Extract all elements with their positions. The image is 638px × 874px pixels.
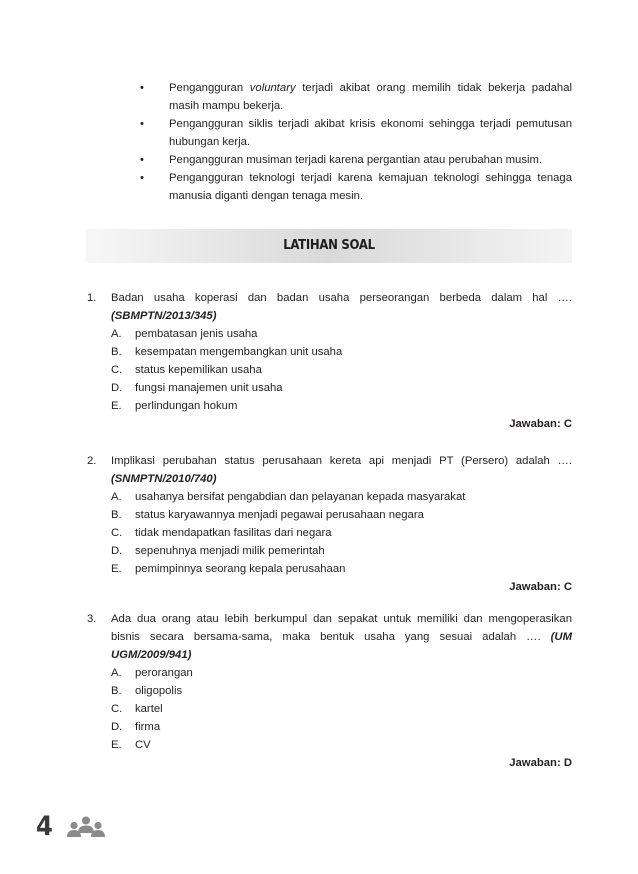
bullet-list [140, 79, 572, 205]
question-source: (SNMPTN/2010/740) [111, 473, 217, 485]
question-number: 2. [87, 455, 97, 467]
section-banner [86, 229, 572, 263]
question-stem-line-1: Ada dua orang atau lebih berkumpul dan sepakat untuk memiliki dan mengoperasikan [111, 613, 572, 625]
option-letter: B. [111, 346, 122, 358]
option-d [111, 542, 572, 560]
question-number: 1. [87, 292, 97, 304]
option-text: firma [135, 721, 161, 733]
bullet-dot: • [140, 82, 144, 94]
bullet-emphasis: voluntary [249, 82, 296, 94]
question-source-end: UGM/2009/941) [111, 649, 192, 661]
question-stem-text: bisnis secara bersama-sama, maka bentuk usaha yang sesuai adalah …. [111, 631, 541, 643]
option-letter: E. [111, 739, 122, 751]
bullet-item [140, 115, 572, 151]
option-c [111, 700, 572, 718]
option-d [111, 379, 572, 397]
option-text: sepenuhnya menjadi milik pemerintah [135, 545, 325, 557]
option-letter: C. [111, 703, 123, 715]
option-letter: A. [111, 328, 122, 340]
option-e [111, 736, 572, 754]
bullet-dot: • [140, 118, 144, 130]
answer-key: Jawaban: C [509, 418, 572, 430]
option-a [111, 488, 572, 506]
option-a [111, 664, 572, 682]
option-text: usahanya bersifat pengabdian dan pelayanan kepada masyarakat [135, 491, 466, 503]
option-letter: C. [111, 527, 123, 539]
question-stem: Badan usaha koperasi dan badan usaha perseorangan berbeda dalam hal …. [111, 292, 572, 304]
option-text: pemimpinnya seorang kepala perusahaan [135, 563, 346, 575]
bullet-item [140, 151, 572, 169]
option-text: fungsi manajemen unit usaha [135, 382, 283, 394]
option-letter: E. [111, 400, 122, 412]
option-letter: B. [111, 685, 122, 697]
option-letter: D. [111, 721, 123, 733]
option-e [111, 397, 572, 415]
option-text: oligopolis [135, 685, 183, 697]
question-number: 3. [87, 613, 97, 625]
answer-key: Jawaban: C [509, 581, 572, 593]
option-text: pembatasan jenis usaha [135, 328, 258, 340]
question-1 [87, 289, 572, 433]
bullet-text: Pengangguran musiman terjadi karena pergantian atau perubahan musim. [169, 154, 543, 166]
question-source-start: (UM [550, 631, 572, 643]
option-e [111, 560, 572, 578]
bullet-dot: • [140, 172, 144, 184]
option-c [111, 524, 572, 542]
option-text: status kepemilikan usaha [135, 364, 262, 376]
option-text: kesempatan mengembangkan unit usaha [135, 346, 343, 358]
option-text: tidak mendapatkan fasilitas dari negara [135, 527, 332, 539]
question-stem-line-2 [111, 628, 572, 646]
option-letter: E. [111, 563, 122, 575]
question-body [111, 452, 572, 578]
option-letter: A. [111, 667, 122, 679]
option-c [111, 361, 572, 379]
option-b [111, 682, 572, 700]
option-text: perlindungan hokum [135, 400, 238, 412]
page-number: 4 [36, 811, 53, 842]
option-letter: B. [111, 509, 122, 521]
option-letter: D. [111, 545, 123, 557]
bullet-item [140, 169, 572, 205]
option-text: CV [135, 739, 151, 751]
option-text: status karyawannya menjadi pegawai perusahaan negara [135, 509, 424, 521]
option-text: perorangan [135, 667, 193, 679]
option-letter: C. [111, 364, 123, 376]
question-source: (SBMPTN/2013/345) [111, 310, 217, 322]
question-body [111, 289, 572, 415]
option-b [111, 506, 572, 524]
bullet-text-rest: terjadi akibat orang memilih tidak bekerja padahal masih mampu bekerja. [169, 82, 572, 112]
option-a [111, 325, 572, 343]
bullet-dot: • [140, 154, 144, 166]
section-title: LATIHAN SOAL [283, 238, 375, 253]
option-d [111, 718, 572, 736]
people-group-icon [66, 816, 106, 838]
question-body [111, 610, 572, 754]
bullet-item [140, 79, 572, 115]
bullet-text: Pengangguran siklis terjadi akibat krisis ekonomi sehingga terjadi pemutusan hubungan kerja. [169, 118, 572, 148]
bullet-text: Pengangguran teknologi terjadi karena kemajuan teknologi sehingga tenaga manusia diganti dengan tenaga mesin. [169, 172, 572, 202]
question-3 [87, 610, 572, 772]
answer-key: Jawaban: D [509, 757, 572, 769]
option-letter: A. [111, 491, 122, 503]
question-2 [87, 452, 572, 596]
option-text: kartel [135, 703, 163, 715]
option-letter: D. [111, 382, 123, 394]
bullet-text: Pengangguran [169, 82, 250, 94]
question-stem: Implikasi perubahan status perusahaan kereta api menjadi PT (Persero) adalah …. [111, 455, 572, 467]
option-b [111, 343, 572, 361]
